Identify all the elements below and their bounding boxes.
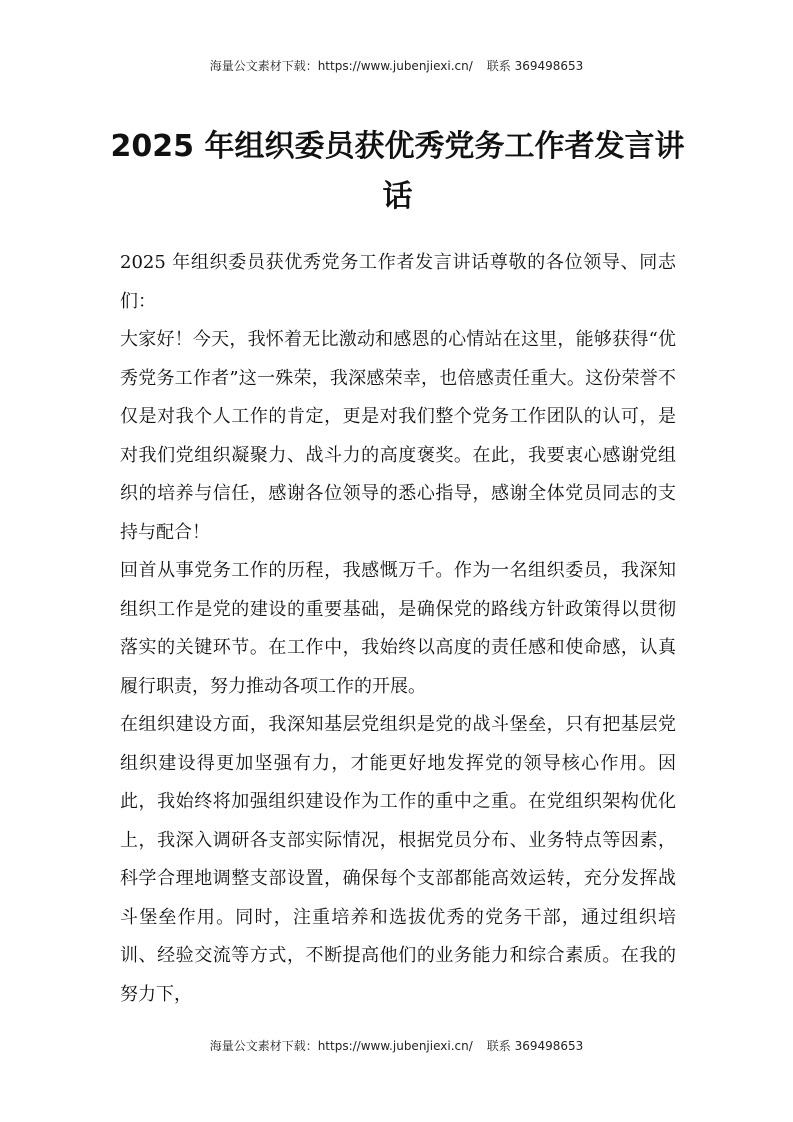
footer-url-link[interactable]: https://www.jubenjiexi.cn/ [317, 1039, 473, 1053]
page-header [0, 57, 793, 75]
paragraph-opening: 2025 年组织委员获优秀党务工作者发言讲话尊敬的各位领导、同志们： [120, 252, 676, 312]
paragraph-greeting: 大家好！今天，我怀着无比激动和感恩的心情站在这里，能够获得“优秀党务工作者”这一殊荣，我深感荣幸，也倍感责任重大。这份荣誉不仅是对我个人工作的肯定，更是对我们整个党务工作团队的认可，是对我们党组织凝聚力、战斗力的高度褒奖。在此，我要衷心感谢党组织的培养与信任，感谢各位领导的悉心指导，感谢全体党员同志的支持与配合！ [120, 329, 676, 543]
footer-label: 海量公文素材下载： [209, 1039, 318, 1053]
paragraph-review: 回首从事党务工作的历程，我感慨万千。作为一名组织委员，我深知组织工作是党的建设的重要基础，是确保党的路线方针政策得以贯彻落实的关键环节。在工作中，我始终以高度的责任感和使命感，认真履行职责，努力推动各项工作的开展。 [120, 560, 676, 697]
header-url-link[interactable]: https://www.jubenjiexi.cn/ [317, 59, 473, 73]
document-title: 2025 年组织委员获优秀党务工作者发言讲话 [110, 129, 685, 214]
document-body [120, 244, 676, 1014]
header-contact: 联系 369498653 [486, 59, 584, 73]
footer-contact: 联系 369498653 [486, 1039, 584, 1053]
page-footer [0, 1037, 793, 1055]
header-label: 海量公文素材下载： [209, 59, 318, 73]
paragraph-organization: 在组织建设方面，我深知基层党组织是党的战斗堡垒，只有把基层党组织建设得更加坚强有力，才能更好地发挥党的领导核心作用。因此，我始终将加强组织建设作为工作的重中之重。在党组织架构优化上，我深入调研各支部实际情况，根据党员分布、业务特点等因素，科学合理地调整支部设置，确保每个支部都能高效运转，充分发挥战斗堡垒作用。同时，注重培养和选拔优秀的党务干部，通过组织培训、经验交流等方式，不断提高他们的业务能力和综合素质。在我的努力下， [120, 714, 676, 1005]
